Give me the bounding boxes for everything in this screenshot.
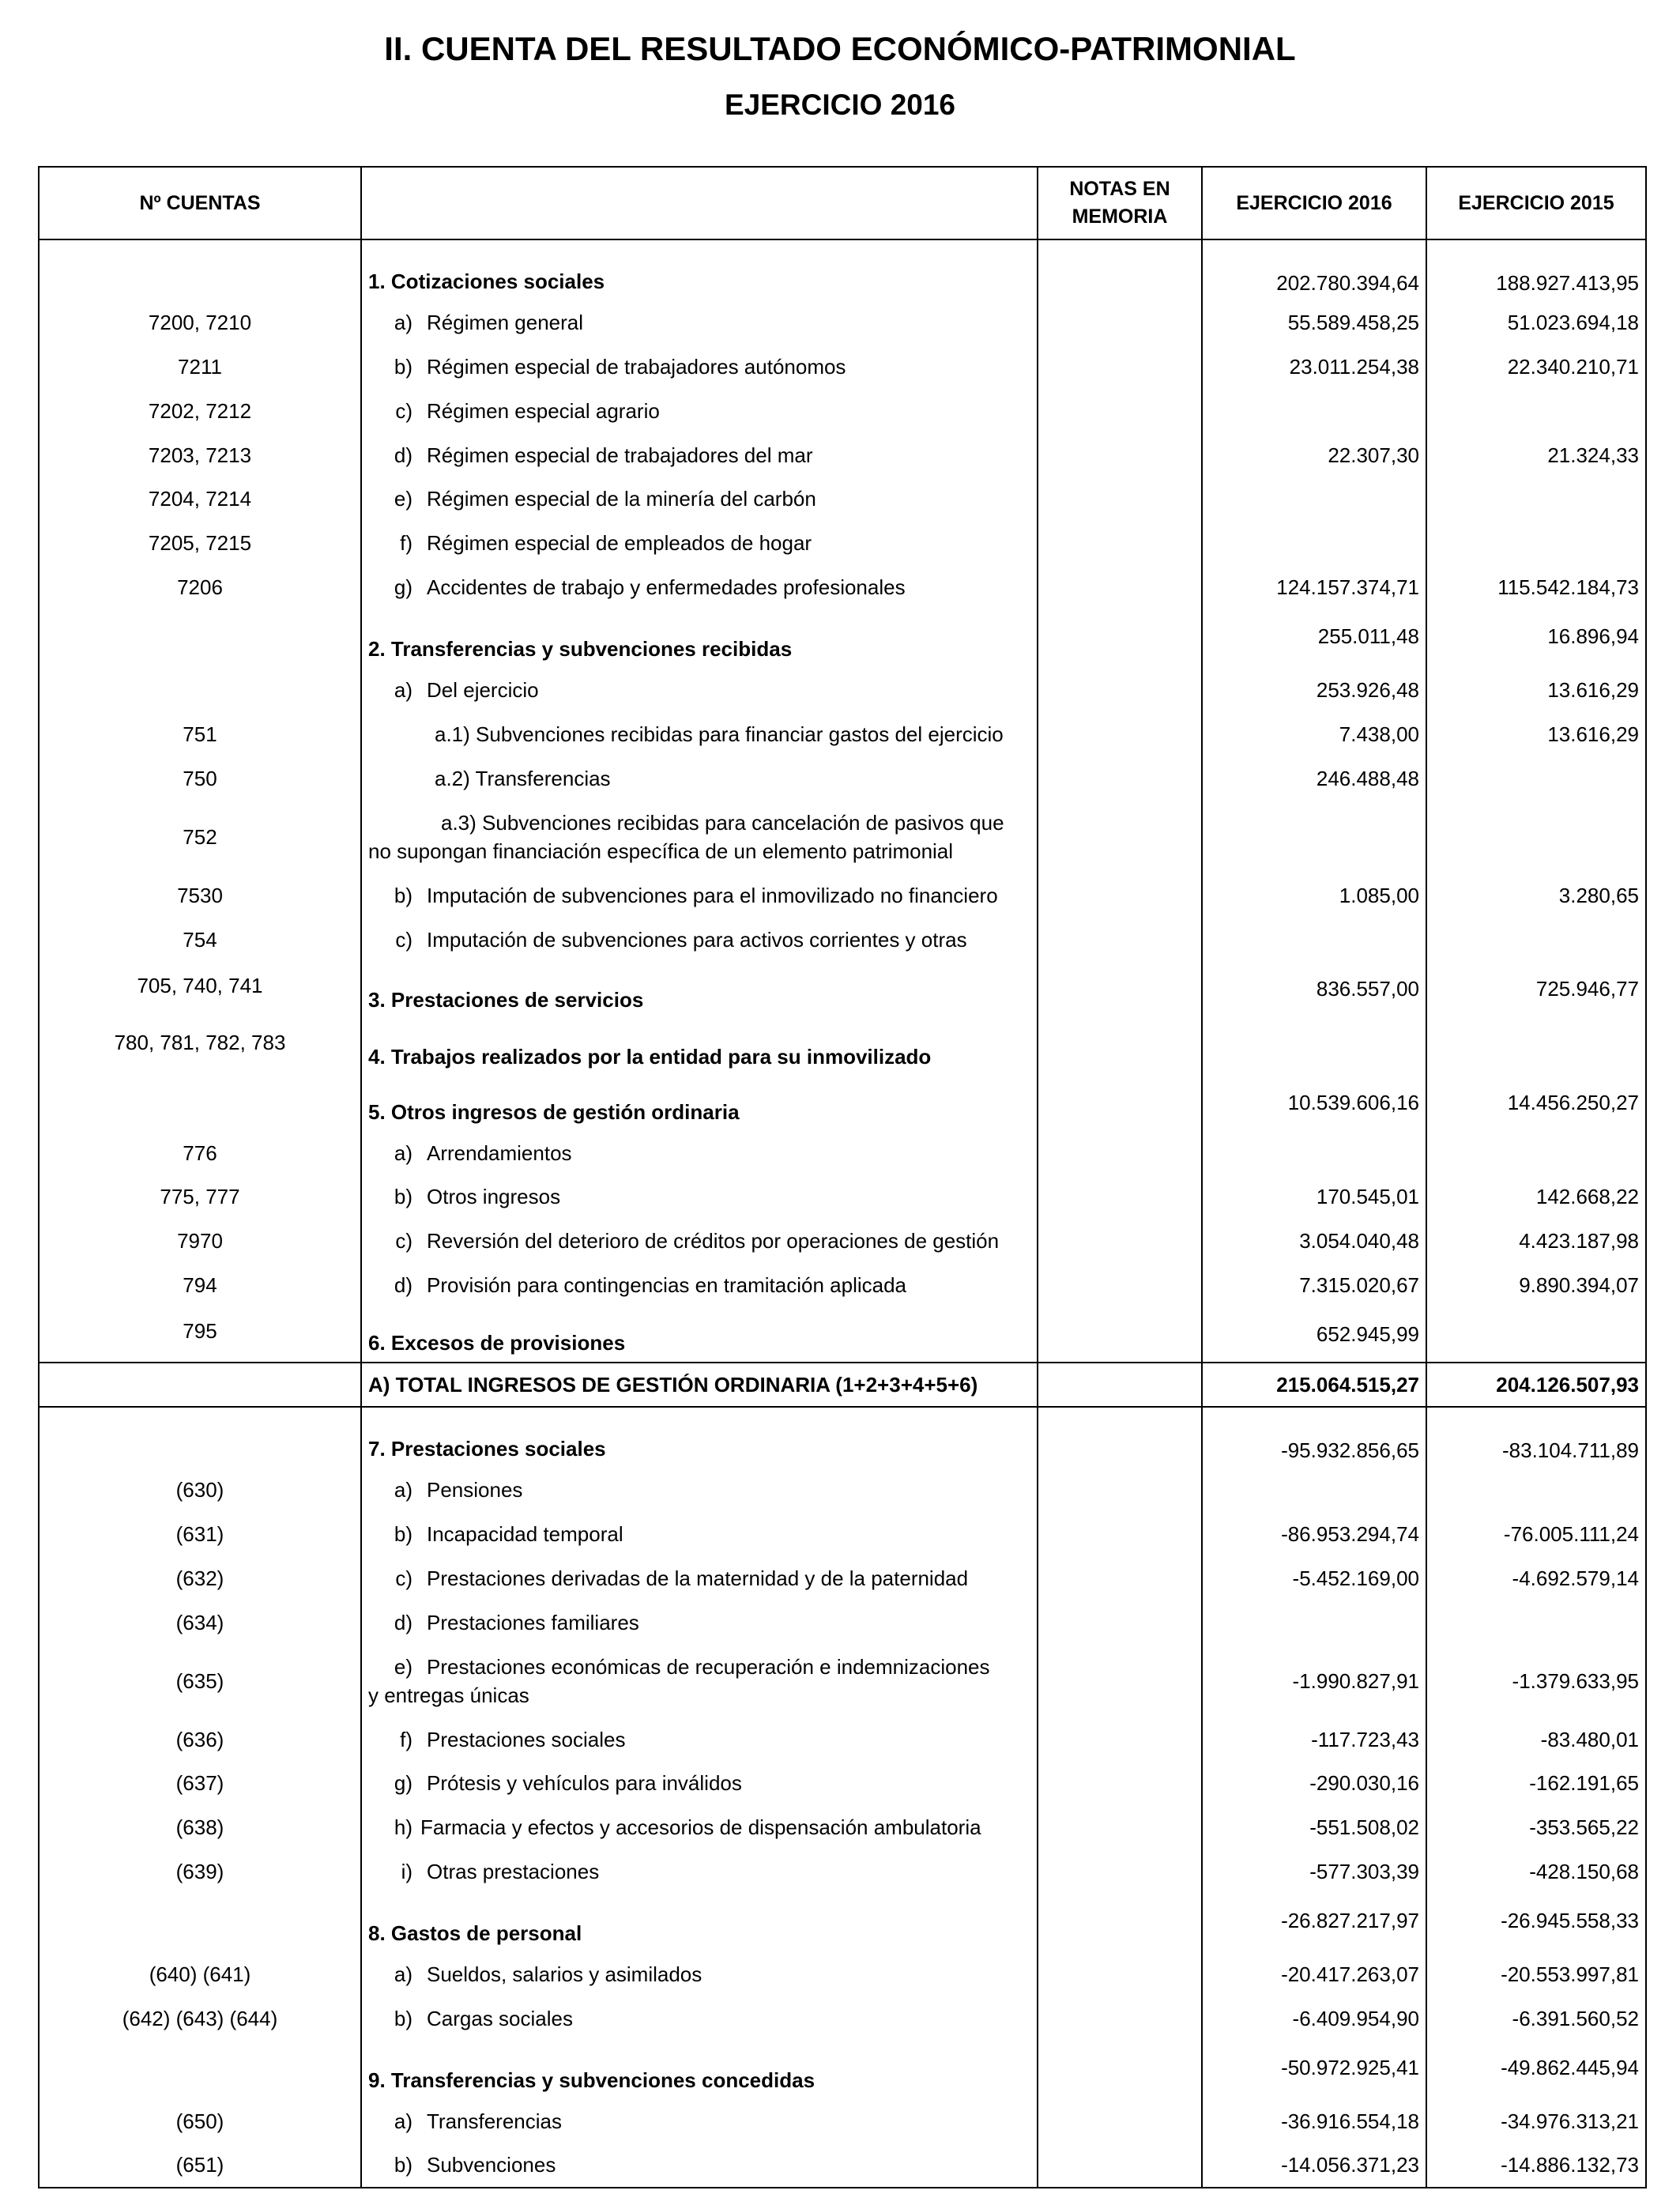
value-2016: 170.545,01 [1202, 1174, 1426, 1219]
item-label: e) [394, 487, 412, 511]
notes-cell [1038, 1219, 1202, 1263]
total-value-2016: 215.064.515,27 [1202, 1363, 1426, 1407]
item-desc: Imputación de subvenciones para el inmovilizado no financiero [427, 883, 998, 907]
item-desc: Prótesis y vehículos para inválidos [427, 1771, 742, 1796]
table-row [39, 345, 1646, 389]
table-row [39, 1174, 1646, 1219]
value-2016: -6.409.954,90 [1202, 1996, 1426, 2041]
item-label: b) [394, 1185, 412, 1209]
header-notes: NOTAS EN MEMORIA [1038, 167, 1202, 239]
item-desc-continued: y entregas únicas [368, 1683, 529, 1707]
account-cell: (650) [39, 2099, 361, 2143]
item-desc: Régimen especial de trabajadores autónomos [427, 354, 846, 379]
account-cell: (651) [39, 2143, 361, 2188]
table-row [39, 1996, 1646, 2041]
value-2015: 14.456.250,27 [1426, 1076, 1646, 1131]
account-cell: 776 [39, 1131, 361, 1175]
account-cell: 7204, 7214 [39, 477, 361, 521]
table-row [39, 2099, 1646, 2143]
notes-cell [1038, 345, 1202, 389]
table-row [39, 609, 1646, 668]
table-row [39, 756, 1646, 801]
value-2015: 725.946,77 [1426, 962, 1646, 1019]
document-subtitle: EJERCICIO 2016 [724, 89, 956, 121]
item-desc: Otros ingresos [427, 1185, 561, 1209]
heading-cell: 4. Trabajos realizados por la entidad para su inmovilizado [361, 1019, 1038, 1076]
account-cell [39, 1423, 361, 1468]
item-desc-continued: no supongan financiación específica de un elemento patrimonial [368, 839, 954, 863]
notes-cell [1038, 1019, 1202, 1076]
item-label: c) [395, 398, 412, 423]
item-desc: Otras prestaciones [427, 1860, 600, 1884]
notes-cell [1038, 801, 1202, 873]
notes-cell [1038, 668, 1202, 712]
notes-cell [1038, 1996, 1202, 2041]
item-desc: Pensiones [427, 1477, 523, 1502]
header-year-2015: EJERCICIO 2015 [1426, 167, 1646, 239]
value-2016: 1.085,00 [1202, 873, 1426, 918]
table-row [39, 668, 1646, 712]
value-2015: -4.692.579,14 [1426, 1556, 1646, 1600]
account-cell: (631) [39, 1512, 361, 1556]
value-2016: 836.557,00 [1202, 962, 1426, 1019]
notes-cell [1038, 873, 1202, 918]
value-2016: 7.438,00 [1202, 712, 1426, 756]
value-2015 [1426, 1131, 1646, 1175]
account-cell: 7203, 7213 [39, 433, 361, 477]
notes-cell [1038, 1761, 1202, 1805]
notes-cell [1038, 1645, 1202, 1717]
account-cell [39, 1363, 361, 1407]
value-2016 [1202, 521, 1426, 565]
item-desc: Régimen especial de trabajadores del mar [427, 443, 813, 467]
table-row [39, 1849, 1646, 1894]
value-2016 [1202, 1468, 1426, 1512]
notes-cell [1038, 477, 1202, 521]
account-cell [39, 668, 361, 712]
item-label: a) [394, 1477, 412, 1502]
table-row [39, 918, 1646, 962]
value-2015: -428.150,68 [1426, 1849, 1646, 1894]
value-2015: 16.896,94 [1426, 609, 1646, 668]
account-cell: (630) [39, 1468, 361, 1512]
value-2015 [1426, 1600, 1646, 1645]
table-row [39, 300, 1646, 345]
results-table [38, 166, 1647, 2188]
value-2016 [1202, 1019, 1426, 1076]
table-row [39, 1076, 1646, 1131]
value-2015: -6.391.560,52 [1426, 1996, 1646, 2041]
table-row [39, 712, 1646, 756]
total-income-row [39, 1363, 1646, 1407]
header-description [361, 167, 1038, 239]
account-cell: 750 [39, 756, 361, 801]
table-row [39, 433, 1646, 477]
item-desc: Farmacia y efectos y accesorios de dispensación ambulatoria [420, 1815, 981, 1840]
value-2016: -290.030,16 [1202, 1761, 1426, 1805]
notes-cell [1038, 521, 1202, 565]
table-header-row [39, 167, 1646, 239]
value-2016: 10.539.606,16 [1202, 1076, 1426, 1131]
value-2016: 246.488,48 [1202, 756, 1426, 801]
item-label: f) [400, 1727, 412, 1751]
notes-cell [1038, 1468, 1202, 1512]
table-row [39, 1219, 1646, 1263]
notes-cell [1038, 2099, 1202, 2143]
notes-cell [1038, 1556, 1202, 1600]
table-row [39, 521, 1646, 565]
document-title: II. CUENTA DEL RESULTADO ECONÓMICO-PATRIMONIAL [384, 30, 1296, 67]
table-row [39, 477, 1646, 521]
account-cell: (632) [39, 1556, 361, 1600]
table-row [39, 1468, 1646, 1512]
table-row [39, 1952, 1646, 1996]
item-label: g) [394, 1771, 412, 1796]
notes-cell [1038, 1894, 1202, 1952]
header-year-2016: EJERCICIO 2016 [1202, 167, 1426, 239]
table-row [39, 1894, 1646, 1952]
value-2015: 188.927.413,95 [1426, 256, 1646, 300]
item-label: c) [395, 1229, 412, 1253]
table-row [39, 2143, 1646, 2188]
item-desc: Incapacidad temporal [427, 1521, 623, 1546]
item-label: d) [394, 443, 412, 467]
value-2015: -34.976.313,21 [1426, 2099, 1646, 2143]
account-cell: 7211 [39, 345, 361, 389]
item-label: d) [394, 1273, 412, 1298]
value-2016: -36.916.554,18 [1202, 2099, 1426, 2143]
item-desc: Arrendamientos [427, 1140, 572, 1165]
value-2016: -1.990.827,91 [1202, 1645, 1426, 1717]
account-cell: 705, 740, 741 [39, 962, 361, 1019]
value-2015: -14.886.132,73 [1426, 2143, 1646, 2188]
expenses-section [39, 1407, 1646, 2188]
notes-cell [1038, 433, 1202, 477]
item-label: e) [394, 1654, 412, 1679]
table-row [39, 1600, 1646, 1645]
value-2015: 13.616,29 [1426, 712, 1646, 756]
item-label: b) [394, 1521, 412, 1546]
notes-cell [1038, 1849, 1202, 1894]
value-2016: -95.932.856,65 [1202, 1423, 1426, 1468]
account-cell: (636) [39, 1717, 361, 1762]
account-cell [39, 256, 361, 300]
item-desc: a.3) Subvenciones recibidas para cancelación de pasivos que [441, 810, 1004, 835]
item-label: b) [394, 354, 412, 379]
item-label: h) [394, 1815, 412, 1840]
value-2015 [1426, 389, 1646, 433]
item-label: i) [401, 1860, 412, 1884]
item-label: a) [394, 310, 412, 334]
account-cell: 7205, 7215 [39, 521, 361, 565]
table-row [39, 1645, 1646, 1717]
value-2015: 9.890.394,07 [1426, 1263, 1646, 1307]
account-cell [39, 1894, 361, 1952]
account-cell: (634) [39, 1600, 361, 1645]
account-cell: 7206 [39, 565, 361, 609]
notes-cell [1038, 962, 1202, 1019]
value-2015 [1426, 756, 1646, 801]
notes-cell [1038, 1363, 1202, 1407]
item-desc: a.1) Subvenciones recibidas para financiar gastos del ejercicio [361, 712, 1038, 756]
item-desc: Provisión para contingencias en tramitación aplicada [427, 1273, 907, 1298]
table-row [39, 1512, 1646, 1556]
heading-cell: 8. Gastos de personal [361, 1894, 1038, 1952]
item-label: b) [394, 2006, 412, 2030]
account-cell [39, 2041, 361, 2099]
value-2015: 21.324,33 [1426, 433, 1646, 477]
value-2016: -26.827.217,97 [1202, 1894, 1426, 1952]
item-desc: Régimen especial de empleados de hogar [427, 531, 812, 556]
value-2016: 202.780.394,64 [1202, 256, 1426, 300]
account-cell: 752 [39, 801, 361, 873]
value-2016: -86.953.294,74 [1202, 1512, 1426, 1556]
table-row [39, 873, 1646, 918]
value-2015: 4.423.187,98 [1426, 1219, 1646, 1263]
notes-cell [1038, 609, 1202, 668]
value-2015: 142.668,22 [1426, 1174, 1646, 1219]
notes-cell [1038, 1717, 1202, 1762]
account-cell: 7530 [39, 873, 361, 918]
value-2015 [1426, 918, 1646, 962]
total-label: A) TOTAL INGRESOS DE GESTIÓN ORDINARIA (1+2+3+4+5+6) [361, 1363, 1038, 1407]
table-row [39, 1761, 1646, 1805]
notes-cell [1038, 565, 1202, 609]
value-2016: 7.315.020,67 [1202, 1263, 1426, 1307]
item-label: c) [395, 1566, 412, 1590]
value-2015: -83.104.711,89 [1426, 1423, 1646, 1468]
value-2016: 253.926,48 [1202, 668, 1426, 712]
account-cell: (635) [39, 1645, 361, 1717]
value-2016 [1202, 918, 1426, 962]
notes-cell [1038, 712, 1202, 756]
notes-cell [1038, 1076, 1202, 1131]
table-row [39, 1556, 1646, 1600]
value-2016: 22.307,30 [1202, 433, 1426, 477]
notes-cell [1038, 1512, 1202, 1556]
value-2015: -76.005.111,24 [1426, 1512, 1646, 1556]
value-2015 [1426, 477, 1646, 521]
item-desc: Sueldos, salarios y asimilados [427, 1962, 703, 1987]
table-row [39, 565, 1646, 609]
account-cell: 775, 777 [39, 1174, 361, 1219]
value-2015: -162.191,65 [1426, 1761, 1646, 1805]
account-cell: (638) [39, 1805, 361, 1849]
value-2015: -353.565,22 [1426, 1805, 1646, 1849]
item-label: c) [395, 927, 412, 952]
table-row [39, 2041, 1646, 2099]
value-2016: -20.417.263,07 [1202, 1952, 1426, 1996]
heading-cell: 7. Prestaciones sociales [361, 1423, 1038, 1468]
account-cell: 7202, 7212 [39, 389, 361, 433]
account-cell: 751 [39, 712, 361, 756]
notes-cell [1038, 918, 1202, 962]
account-cell [39, 1076, 361, 1131]
table-row [39, 1019, 1646, 1076]
value-2016: -50.972.925,41 [1202, 2041, 1426, 2099]
item-desc: Prestaciones familiares [427, 1610, 639, 1634]
value-2015: -49.862.445,94 [1426, 2041, 1646, 2099]
item-label: a) [394, 678, 412, 703]
heading-cell: 6. Excesos de provisiones [361, 1307, 1038, 1363]
account-cell: (637) [39, 1761, 361, 1805]
value-2015: 3.280,65 [1426, 873, 1646, 918]
table-row [39, 1805, 1646, 1849]
account-cell: (639) [39, 1849, 361, 1894]
item-desc: Imputación de subvenciones para activos corrientes y otras [427, 927, 967, 952]
table-row [39, 1423, 1646, 1468]
account-cell [39, 609, 361, 668]
item-desc: Prestaciones sociales [427, 1727, 626, 1751]
account-cell: (640) (641) [39, 1952, 361, 1996]
account-cell: 794 [39, 1263, 361, 1307]
value-2016: 23.011.254,38 [1202, 345, 1426, 389]
item-desc: Accidentes de trabajo y enfermedades profesionales [427, 575, 906, 600]
item-desc: Cargas sociales [427, 2006, 573, 2030]
value-2016: -577.303,39 [1202, 1849, 1426, 1894]
value-2016 [1202, 1131, 1426, 1175]
value-2015: -1.379.633,95 [1426, 1645, 1646, 1717]
table-row [39, 1263, 1646, 1307]
value-2015 [1426, 521, 1646, 565]
item-label: a) [394, 1962, 412, 1987]
value-2016 [1202, 801, 1426, 873]
item-label: b) [394, 883, 412, 907]
value-2015: 22.340.210,71 [1426, 345, 1646, 389]
table-row [39, 256, 1646, 300]
total-value-2015: 204.126.507,93 [1426, 1363, 1646, 1407]
notes-cell [1038, 1263, 1202, 1307]
value-2016: -117.723,43 [1202, 1717, 1426, 1762]
heading-cell: 2. Transferencias y subvenciones recibidas [361, 609, 1038, 668]
account-cell: 795 [39, 1307, 361, 1363]
account-cell: 7970 [39, 1219, 361, 1263]
heading-cell: 1. Cotizaciones sociales [361, 256, 1038, 300]
value-2015: -83.480,01 [1426, 1717, 1646, 1762]
notes-cell [1038, 256, 1202, 300]
item-label: a) [394, 1140, 412, 1165]
value-2015: -26.945.558,33 [1426, 1894, 1646, 1952]
value-2015: 51.023.694,18 [1426, 300, 1646, 345]
notes-cell [1038, 1131, 1202, 1175]
item-desc: Subvenciones [427, 2153, 556, 2177]
item-desc: Régimen especial agrario [427, 398, 660, 423]
heading-cell: 9. Transferencias y subvenciones concedidas [361, 2041, 1038, 2099]
value-2016: -5.452.169,00 [1202, 1556, 1426, 1600]
value-2015 [1426, 1468, 1646, 1512]
item-label: b) [394, 2153, 412, 2177]
item-desc: Transferencias [427, 2109, 562, 2133]
value-2016 [1202, 1600, 1426, 1645]
item-desc: Del ejercicio [427, 678, 539, 703]
notes-cell [1038, 1600, 1202, 1645]
item-label: d) [394, 1610, 412, 1634]
notes-cell [1038, 1805, 1202, 1849]
item-desc: Prestaciones derivadas de la maternidad y de la paternidad [427, 1566, 969, 1590]
item-label: a) [394, 2109, 412, 2133]
notes-cell [1038, 756, 1202, 801]
table-row [39, 1717, 1646, 1762]
value-2016: 3.054.040,48 [1202, 1219, 1426, 1263]
value-2016: 124.157.374,71 [1202, 565, 1426, 609]
value-2015 [1426, 801, 1646, 873]
table-row [39, 962, 1646, 1019]
item-desc: Régimen general [427, 310, 584, 334]
value-2016: -14.056.371,23 [1202, 2143, 1426, 2188]
notes-cell [1038, 1952, 1202, 1996]
notes-cell [1038, 300, 1202, 345]
value-2016: 55.589.458,25 [1202, 300, 1426, 345]
value-2016: 255.011,48 [1202, 609, 1426, 668]
notes-cell [1038, 389, 1202, 433]
item-label: f) [400, 531, 412, 556]
table-row [39, 1131, 1646, 1175]
item-desc: Prestaciones económicas de recuperación e indemnizaciones [427, 1654, 990, 1679]
heading-cell: 5. Otros ingresos de gestión ordinaria [361, 1076, 1038, 1131]
account-cell: 780, 781, 782, 783 [39, 1019, 361, 1076]
account-cell: 754 [39, 918, 361, 962]
value-2016: 652.945,99 [1202, 1307, 1426, 1363]
table-row [39, 1307, 1646, 1363]
header-accounts: Nº CUENTAS [39, 167, 361, 239]
value-2016 [1202, 389, 1426, 433]
table-row [39, 801, 1646, 873]
income-section [39, 239, 1646, 1407]
value-2015 [1426, 1019, 1646, 1076]
heading-cell: 3. Prestaciones de servicios [361, 962, 1038, 1019]
value-2015: 13.616,29 [1426, 668, 1646, 712]
table-row [39, 389, 1646, 433]
account-cell: (642) (643) (644) [39, 1996, 361, 2041]
item-label: g) [394, 575, 412, 600]
value-2016 [1202, 477, 1426, 521]
notes-cell [1038, 2143, 1202, 2188]
item-desc: Régimen especial de la minería del carbón [427, 487, 816, 511]
account-cell: 7200, 7210 [39, 300, 361, 345]
notes-cell [1038, 1423, 1202, 1468]
value-2015: 115.542.184,73 [1426, 565, 1646, 609]
notes-cell [1038, 2041, 1202, 2099]
value-2016: -551.508,02 [1202, 1805, 1426, 1849]
item-desc: Reversión del deterioro de créditos por operaciones de gestión [427, 1229, 1000, 1253]
item-desc: a.2) Transferencias [361, 756, 1038, 801]
notes-cell [1038, 1307, 1202, 1363]
notes-cell [1038, 1174, 1202, 1219]
value-2015: -20.553.997,81 [1426, 1952, 1646, 1996]
value-2015 [1426, 1307, 1646, 1363]
